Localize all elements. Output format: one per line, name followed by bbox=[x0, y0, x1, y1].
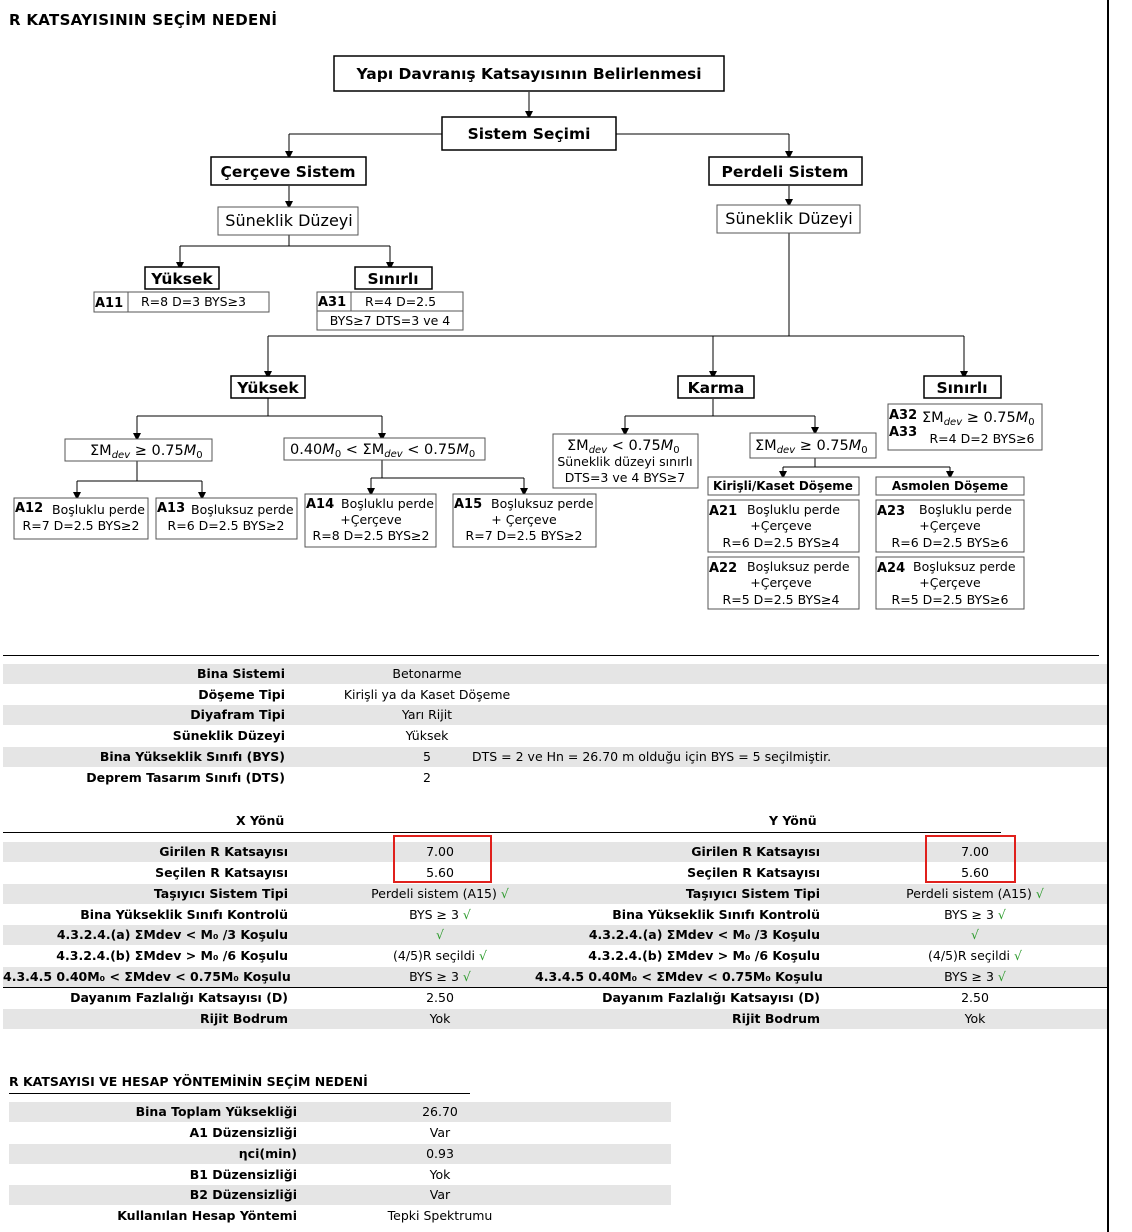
y-dir-value bbox=[900, 967, 1050, 987]
sinirli-label-1: Sınırlı bbox=[367, 270, 419, 288]
a14-line2: +Çerçeve bbox=[340, 512, 402, 527]
y-dir-label: Bina Yükseklik Sınıfı Kontrolü bbox=[612, 907, 820, 922]
a24-line3: R=5 D=2.5 BYS≥6 bbox=[891, 592, 1009, 607]
general-label: Döşeme Tipi bbox=[198, 687, 285, 702]
general-row bbox=[3, 747, 1107, 767]
sistem-secimi-label: Sistem Seçimi bbox=[467, 125, 591, 143]
general-row bbox=[3, 726, 1107, 746]
section2-value: Tepki Spektrumu bbox=[387, 1208, 493, 1223]
general-label: Deprem Tasarım Sınıfı (DTS) bbox=[86, 770, 285, 785]
x-dir-value bbox=[365, 925, 515, 945]
section2-value: Var bbox=[429, 1125, 451, 1140]
a14-line3: R=8 D=2.5 BYS≥2 bbox=[312, 528, 430, 543]
a15-line2: + Çerçeve bbox=[491, 512, 557, 527]
a11-text: R=8 D=3 BYS≥3 bbox=[141, 294, 246, 309]
section2-row bbox=[9, 1185, 671, 1205]
a21-line1: Boşluklu perde bbox=[747, 502, 840, 517]
section2-row bbox=[9, 1165, 671, 1185]
section2-value: Yok bbox=[429, 1167, 451, 1182]
section2-value: Var bbox=[429, 1187, 451, 1202]
a32-line2: R=4 D=2 BYS≥6 bbox=[929, 431, 1035, 446]
a31-line1: R=4 D=2.5 bbox=[365, 294, 437, 309]
y-dir-label: 4.3.4.5 0.40M₀ < ΣMdev < 0.75M₀ Koşulu bbox=[535, 969, 823, 984]
x-dir-label: Dayanım Fazlalığı Katsayısı (D) bbox=[70, 990, 288, 1005]
check-icon: √ bbox=[478, 948, 487, 963]
x-dir-value bbox=[365, 946, 515, 966]
section2-label: Kullanılan Hesap Yöntemi bbox=[117, 1208, 297, 1223]
a13-line2: R=6 D=2.5 BYS≥2 bbox=[167, 518, 285, 533]
a22-line2: +Çerçeve bbox=[750, 575, 812, 590]
a21-line2: +Çerçeve bbox=[750, 518, 812, 533]
cerceve-sistem-label: Çerçeve Sistem bbox=[220, 163, 356, 181]
section2-label: Bina Toplam Yüksekliği bbox=[135, 1104, 297, 1119]
yuksek-label-1: Yüksek bbox=[151, 270, 213, 288]
y-dir-value-text: BYS ≥ 3 bbox=[944, 907, 994, 922]
a23-code: A23 bbox=[877, 504, 906, 519]
cond-ge075-2: $\Sigma M_{dev} \ge 0.75M_0$ bbox=[755, 438, 868, 456]
a13-line1: Boşluksuz perde bbox=[191, 502, 294, 517]
a12-line1: Boşluklu perde bbox=[52, 502, 145, 517]
section2-label: B1 Düzensizliği bbox=[189, 1167, 297, 1182]
a22-code: A22 bbox=[709, 561, 738, 576]
y-dir-label: Rijit Bodrum bbox=[732, 1011, 820, 1026]
y-dir-value-text: Perdeli sistem (A15) bbox=[906, 886, 1032, 901]
section2-row bbox=[9, 1123, 671, 1143]
a11-code: A11 bbox=[95, 296, 124, 311]
a24-line2: +Çerçeve bbox=[919, 575, 981, 590]
section2-value: 26.70 bbox=[422, 1104, 458, 1119]
a15-code: A15 bbox=[454, 497, 483, 512]
a31-line2: BYS≥7 DTS=3 ve 4 bbox=[329, 313, 451, 328]
section2-value: 0.93 bbox=[426, 1146, 454, 1161]
check-icon: √ bbox=[997, 907, 1006, 922]
cond-ge075-1: $\Sigma M_{dev} \ge 0.75M_0$ bbox=[90, 443, 203, 461]
divider-4 bbox=[9, 1093, 470, 1094]
cond-mid: $0.40M_0 < \Sigma M_{dev} < 0.75M_0$ bbox=[290, 442, 476, 460]
x-dir-value bbox=[365, 988, 515, 1008]
x-dir-label: Taşıyıcı Sistem Tipi bbox=[153, 886, 288, 901]
y-dir-value bbox=[900, 925, 1050, 945]
y-dir-label: 4.3.2.4.(a) ΣMdev < M₀ /3 Koşulu bbox=[588, 927, 820, 942]
divider-3 bbox=[3, 987, 1107, 988]
divider-2 bbox=[3, 832, 1001, 833]
section2-row bbox=[9, 1144, 671, 1164]
check-icon: √ bbox=[500, 886, 509, 901]
check-icon: √ bbox=[462, 907, 471, 922]
x-dir-value-text: (4/5)R seçildi bbox=[393, 948, 475, 963]
section2-label: B2 Düzensizliği bbox=[189, 1187, 297, 1202]
a33-code: A33 bbox=[889, 425, 918, 440]
check-icon: √ bbox=[436, 927, 444, 942]
x-dir-value-text: 2.50 bbox=[426, 990, 454, 1005]
y-dir-value bbox=[900, 946, 1050, 966]
a14-code: A14 bbox=[306, 497, 335, 512]
karma-label: Karma bbox=[687, 379, 745, 397]
x-dir-label: Girilen R Katsayısı bbox=[159, 844, 288, 859]
general-value: Yüksek bbox=[405, 728, 449, 743]
a21-line3: R=6 D=2.5 BYS≥4 bbox=[722, 535, 840, 550]
y-dir-value-text: 7.00 bbox=[961, 844, 989, 859]
bys-note: DTS = 2 ve Hn = 26.70 m olduğu için BYS = 5 seçilmiştir. bbox=[472, 749, 832, 764]
y-dir-value bbox=[900, 905, 1050, 925]
a23-line1: Boşluklu perde bbox=[919, 502, 1012, 517]
section2-row bbox=[9, 1206, 671, 1226]
general-value: Kirişli ya da Kaset Döşeme bbox=[343, 687, 511, 702]
karma-lt-line3: DTS=3 ve 4 BYS≥7 bbox=[564, 470, 686, 485]
general-row bbox=[3, 685, 1107, 705]
general-value: 2 bbox=[423, 770, 431, 785]
kirisli-label: Kirişli/Kaset Döşeme bbox=[713, 479, 853, 493]
x-direction-title: X Yönü bbox=[236, 813, 285, 828]
direction-row bbox=[3, 967, 1107, 987]
y-dir-label: Girilen R Katsayısı bbox=[691, 844, 820, 859]
check-icon: √ bbox=[1013, 948, 1022, 963]
direction-row bbox=[3, 988, 1107, 1008]
y-dir-label: Taşıyıcı Sistem Tipi bbox=[685, 886, 820, 901]
a23-line3: R=6 D=2.5 BYS≥6 bbox=[891, 535, 1009, 550]
x-dir-value bbox=[365, 967, 515, 987]
general-label: Süneklik Düzeyi bbox=[172, 728, 285, 743]
yuksek-label-2: Yüksek bbox=[237, 379, 299, 397]
x-dir-value-text: Perdeli sistem (A15) bbox=[371, 886, 497, 901]
direction-row bbox=[3, 925, 1107, 945]
a24-line1: Boşluksuz perde bbox=[913, 559, 1016, 574]
a24-code: A24 bbox=[877, 561, 906, 576]
r-coefficient-flowchart bbox=[0, 0, 1108, 620]
general-row bbox=[3, 768, 1107, 788]
section2-label: A1 Düzensizliği bbox=[189, 1125, 297, 1140]
direction-row bbox=[3, 946, 1107, 966]
x-dir-label: Rijit Bodrum bbox=[200, 1011, 288, 1026]
y-dir-label: Seçilen R Katsayısı bbox=[687, 865, 820, 880]
karma-lt-line2: Süneklik düzeyi sınırlı bbox=[557, 454, 693, 469]
a12-code: A12 bbox=[15, 501, 44, 516]
section2-label: ηci(min) bbox=[238, 1146, 297, 1161]
a14-line1: Boşluklu perde bbox=[341, 496, 434, 511]
general-label: Bina Yükseklik Sınıfı (BYS) bbox=[99, 749, 285, 764]
general-value: Yarı Rijit bbox=[401, 707, 453, 722]
x-dir-label: Seçilen R Katsayısı bbox=[155, 865, 288, 880]
x-r-highlight bbox=[393, 835, 492, 883]
perdeli-sistem-label: Perdeli Sistem bbox=[721, 163, 849, 181]
direction-row bbox=[3, 905, 1107, 925]
y-dir-value-text: 5.60 bbox=[961, 865, 989, 880]
x-dir-value-text: BYS ≥ 3 bbox=[409, 907, 459, 922]
flow-title: Yapı Davranış Katsayısının Belirlenmesi bbox=[356, 65, 702, 83]
x-dir-value bbox=[365, 884, 515, 904]
asmolen-label: Asmolen Döşeme bbox=[891, 479, 1009, 493]
check-icon: √ bbox=[971, 927, 979, 942]
y-dir-label: Dayanım Fazlalığı Katsayısı (D) bbox=[602, 990, 820, 1005]
direction-row bbox=[3, 884, 1107, 904]
y-r-highlight bbox=[925, 835, 1016, 883]
a13-code: A13 bbox=[157, 501, 186, 516]
section2-title: R KATSAYISI VE HESAP YÖNTEMİNİN SEÇİM NEDENİ bbox=[9, 1074, 368, 1089]
y-dir-value-text: (4/5)R seçildi bbox=[928, 948, 1010, 963]
a15-line1: Boşluksuz perde bbox=[491, 496, 594, 511]
divider-1 bbox=[3, 655, 1099, 656]
a12-line2: R=7 D=2.5 BYS≥2 bbox=[22, 518, 140, 533]
x-dir-value bbox=[365, 905, 515, 925]
x-dir-label: Bina Yükseklik Sınıfı Kontrolü bbox=[80, 907, 288, 922]
y-dir-value-text: Yok bbox=[964, 1011, 986, 1026]
x-dir-value bbox=[365, 1009, 515, 1029]
x-dir-value-text: Yok bbox=[429, 1011, 451, 1026]
x-dir-label: 4.3.2.4.(b) ΣMdev > M₀ /6 Koşulu bbox=[56, 948, 288, 963]
x-dir-label: 4.3.2.4.(a) ΣMdev < M₀ /3 Koşulu bbox=[56, 927, 288, 942]
suneklik-label-2: Süneklik Düzeyi bbox=[725, 209, 853, 228]
y-dir-label: 4.3.2.4.(b) ΣMdev > M₀ /6 Koşulu bbox=[588, 948, 820, 963]
a21-code: A21 bbox=[709, 504, 738, 519]
y-dir-value bbox=[900, 988, 1050, 1008]
general-label: Diyafram Tipi bbox=[190, 707, 285, 722]
a22-line1: Boşluksuz perde bbox=[747, 559, 850, 574]
x-dir-value-text: 5.60 bbox=[426, 865, 454, 880]
a22-line3: R=5 D=2.5 BYS≥4 bbox=[722, 592, 840, 607]
x-dir-value-text: 7.00 bbox=[426, 844, 454, 859]
y-dir-value-text: 2.50 bbox=[961, 990, 989, 1005]
y-dir-value-text: BYS ≥ 3 bbox=[944, 969, 994, 984]
cond-ge075-3: $\Sigma M_{dev} \ge 0.75M_0$ bbox=[922, 410, 1035, 428]
direction-row bbox=[3, 1009, 1107, 1029]
x-dir-label: 4.3.4.5 0.40M₀ < ΣMdev < 0.75M₀ Koşulu bbox=[3, 969, 291, 984]
a32-code: A32 bbox=[889, 408, 918, 423]
y-direction-title: Y Yönü bbox=[769, 813, 817, 828]
check-icon: √ bbox=[462, 969, 471, 984]
y-dir-value bbox=[900, 884, 1050, 904]
general-label: Bina Sistemi bbox=[197, 666, 285, 681]
general-value: Betonarme bbox=[392, 666, 462, 681]
a23-line2: +Çerçeve bbox=[919, 518, 981, 533]
check-icon: √ bbox=[997, 969, 1006, 984]
a31-code: A31 bbox=[318, 295, 347, 310]
a15-line3: R=7 D=2.5 BYS≥2 bbox=[465, 528, 583, 543]
sinirli-label-2: Sınırlı bbox=[936, 379, 988, 397]
x-dir-value-text: BYS ≥ 3 bbox=[409, 969, 459, 984]
general-row bbox=[3, 664, 1107, 684]
suneklik-label-1: Süneklik Düzeyi bbox=[225, 211, 353, 230]
y-dir-value bbox=[900, 1009, 1050, 1029]
section2-row bbox=[9, 1102, 671, 1122]
page-title: R KATSAYISININ SEÇİM NEDENİ bbox=[9, 11, 278, 29]
cond-lt075: $\Sigma M_{dev} < 0.75M_0$ bbox=[567, 438, 680, 456]
general-row bbox=[3, 705, 1107, 725]
check-icon: √ bbox=[1035, 886, 1044, 901]
general-value: 5 bbox=[423, 749, 431, 764]
